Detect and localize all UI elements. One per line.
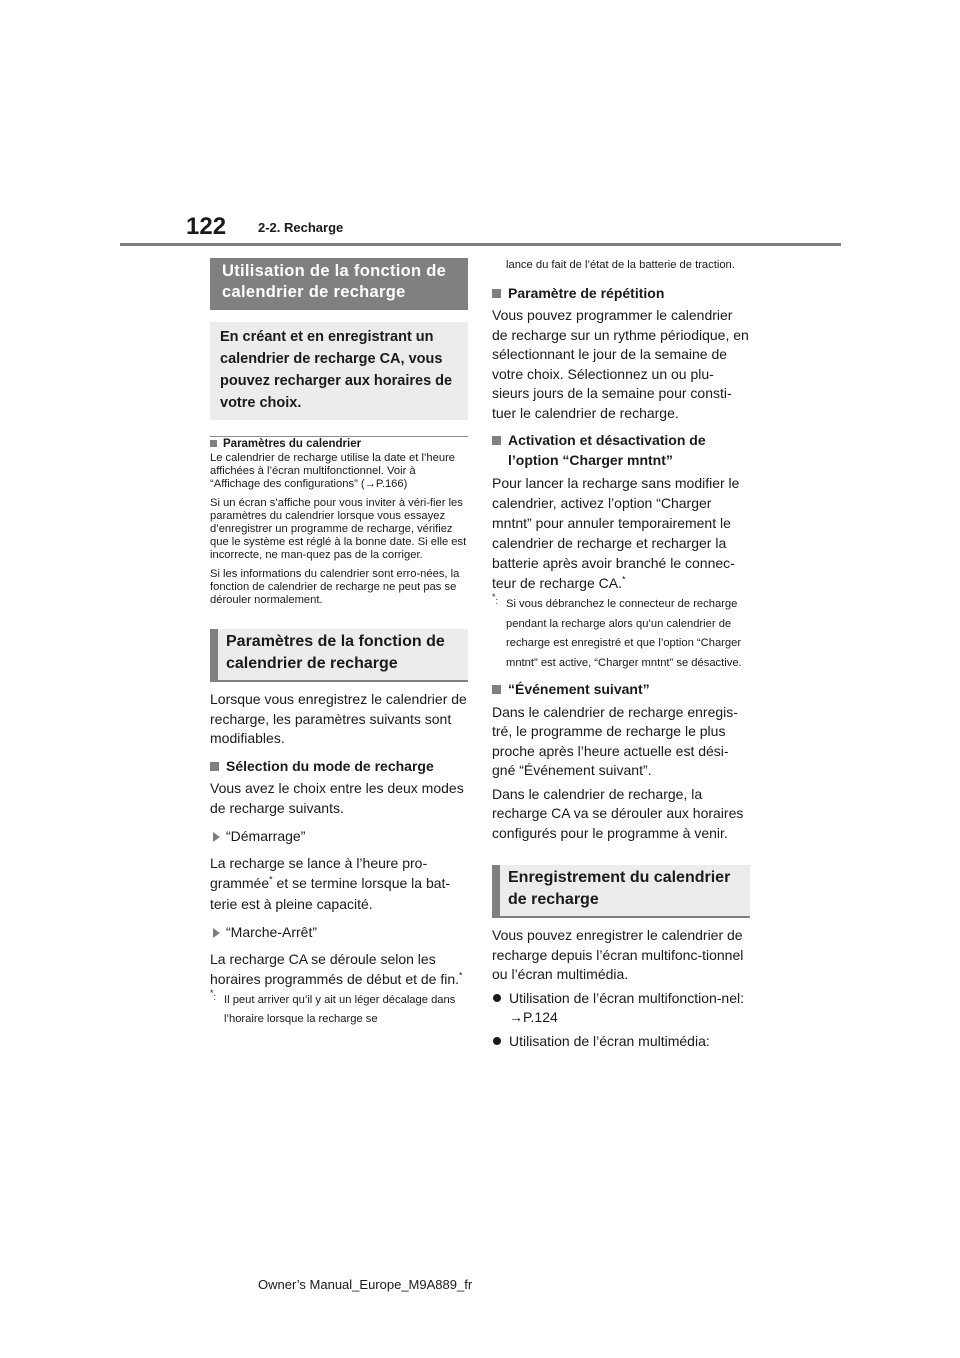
footnote: *: Il peut arriver qu’il y ait un léger décalage dans l’horaire lorsque la recharge se: [210, 987, 456, 1026]
next-event-paragraph-1: Dans le calendrier de recharge enregis-tré, le programme de recharge le plus proche après l’heure actuelle est dési-gné “Événement suivant”.: [492, 703, 738, 778]
repeat-heading: Paramètre de répétition: [492, 284, 750, 304]
square-bullet-icon: [492, 436, 501, 445]
square-bullet-icon: [492, 289, 501, 298]
intro-box: En créant et en enregistrant un calendrier de recharge CA, vous pouvez recharger aux horaires de votre choix.: [210, 322, 468, 420]
params-paragraph-1: Le calendrier de recharge utilise la date et l’heure affichées à l’écran multifonctionnel. Voir à “Affichage des configurations” (→P.166): [210, 452, 456, 491]
params-paragraph-3: Si les informations du calendrier sont erro-nées, la fonction de calendrier de recharge ne peut pas se dérouler normalement.: [210, 567, 460, 607]
option-marche-arret-text: La recharge CA se déroule selon les horaires programmés de début et de fin.*: [210, 950, 463, 988]
next-event-paragraph-2: Dans le calendrier de recharge, la recharge CA va se dérouler aux horaires configurés pour le programme à venir.: [492, 785, 744, 841]
square-bullet-icon: [492, 685, 501, 694]
activation-heading: Activation et désactivation de l’option “Charger mntnt”: [492, 431, 750, 470]
bullet-multifunction: Utilisation de l’écran multifonction-nel: →P.124: [492, 989, 750, 1028]
right-column: [492, 256, 750, 1051]
square-bullet-icon: [210, 762, 219, 771]
activation-paragraph: Pour lancer la recharge sans modifier le calendrier, activez l’option “Charger mntnt” pour annuler temporairement le calendrier de recharge et recharger la batterie après avoir branché le connec-teur de recharge CA.*: [492, 475, 740, 591]
footnote-marker: *:: [492, 592, 499, 606]
option-marche-arret: “Marche-Arrêt”: [210, 923, 468, 943]
section-heading-registration: Enregistrement du calendrier de recharge: [492, 865, 750, 918]
triangle-bullet-icon: [213, 832, 220, 842]
feature-title-box: Utilisation de la fonction de calendrier de recharge: [210, 258, 468, 310]
page-number: 122: [186, 213, 227, 240]
section-title: 2-2. Recharge: [258, 220, 344, 235]
footer-text: Owner’s Manual_Europe_M9A889_fr: [258, 1277, 473, 1292]
registration-paragraph: Vous pouvez enregistrer le calendrier de recharge depuis l’écran multifonc-tionnel ou l’écran multimédia.: [492, 927, 744, 982]
bullet-dot-icon: [493, 994, 501, 1002]
option-demarrage-text: La recharge se lance à l’heure pro-grammée* et se termine lorsque la bat-terie est à pleine capacité.: [210, 854, 451, 912]
left-column: [210, 258, 468, 1030]
footnote-marker: *:: [210, 987, 217, 1002]
repeat-paragraph: Vous pouvez programmer le calendrier de recharge sur un rythme périodique, en sélectionnant le jour de la semaine de votre choix. Sélectionnez un ou plu-sieurs jours de la semaine pour consti-tuer le calendrier de recharge.: [492, 307, 749, 421]
option-demarrage: “Démarrage”: [210, 827, 468, 847]
mode-heading: Sélection du mode de recharge: [210, 757, 468, 777]
bullet-dot-icon: [493, 1037, 501, 1045]
header-divider: [120, 243, 841, 246]
params-intro-paragraph: Lorsque vous enregistrez le calendrier de recharge, les paramètres suivants sont modifiables.: [210, 691, 467, 747]
activation-footnote: *: Si vous débranchez le connecteur de recharge pendant la recharge alors qu’un calendrier de recharge est enregistré et que l’option “Charger mntnt” est active, “Charger mntnt” se désactive.: [492, 592, 742, 669]
next-event-heading: “Événement suivant”: [492, 680, 750, 700]
mode-paragraph: Vous avez le choix entre les deux modes de recharge suivants.: [210, 780, 464, 816]
params-paragraph-2: Si un écran s’affiche pour vous inviter à véri-fier les paramètres du calendrier lorsque vous essayez d’enregistrer un programme de recharge, vérifiez que le système est réglé à la bonne date. Si elle est incorrecte, ne man-quez pas de la corriger.: [210, 496, 467, 562]
bullet-multimedia: Utilisation de l’écran multimédia:: [492, 1032, 750, 1052]
section-heading-params: Paramètres de la fonction de calendrier de recharge: [210, 629, 468, 682]
calendar-params-heading: Paramètres du calendrier: [210, 437, 468, 451]
triangle-bullet-icon: [213, 928, 220, 938]
footnote-continued: lance du fait de l’état de la batterie de traction.: [506, 259, 735, 271]
square-bullet-icon: [210, 440, 217, 447]
